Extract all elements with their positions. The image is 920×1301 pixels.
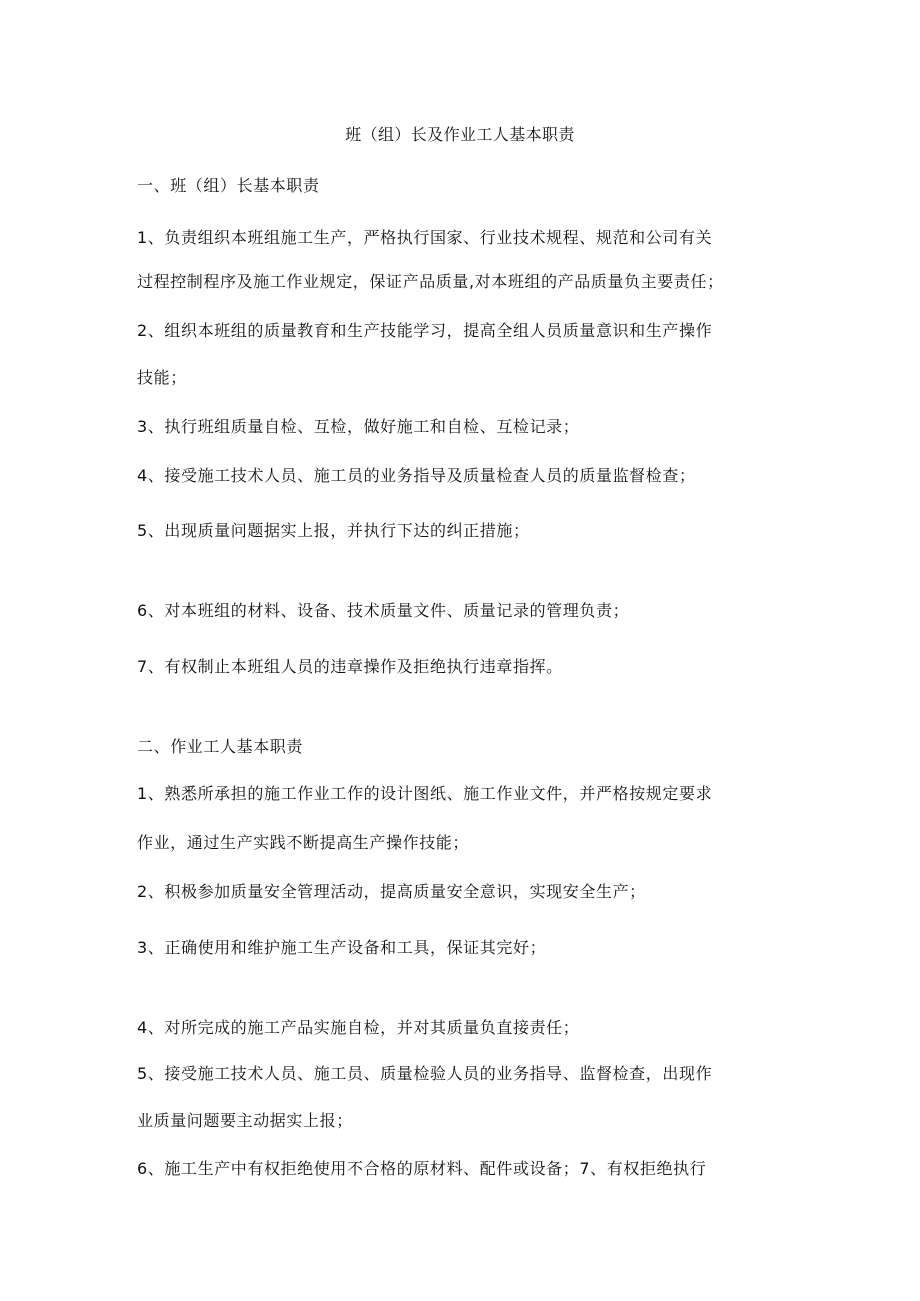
section1-line: 7、有权制止本班组人员的违章操作及拒绝执行违章指挥。 xyxy=(137,657,563,676)
section2-line: 2、积极参加质量安全管理活动，提高质量安全意识，实现安全生产； xyxy=(137,882,646,901)
section1-line: 4、接受施工技术人员、施工员的业务指导及质量检查人员的质量监督检查； xyxy=(137,466,696,485)
section2-line: 3、正确使用和维护施工生产设备和工具，保证其完好； xyxy=(137,938,547,957)
section2-line: 5、接受施工技术人员、施工员、质量检验人员的业务指导、监督检查，出现作 xyxy=(137,1064,713,1083)
section2-heading: 二、作业工人基本职责 xyxy=(137,737,304,756)
section1-line: 1、负责组织本班组施工生产，严格执行国家、行业技术规程、规范和公司有关 xyxy=(137,228,713,247)
section2-line: 业质量问题要主动据实上报； xyxy=(137,1111,353,1130)
section2-line: 4、对所完成的施工产品实施自检，并对其质量负直接责任； xyxy=(137,1018,580,1037)
section1-line: 过程控制程序及施工作业规定，保证产品质量,对本班组的产品质量负主要责任； xyxy=(137,272,724,291)
document-title: 班（组）长及作业工人基本职责 xyxy=(345,125,575,144)
section2-line: 作业，通过生产实践不断提高生产操作技能； xyxy=(137,833,470,852)
section1-line: 技能； xyxy=(137,368,187,387)
section1-line: 5、出现质量问题据实上报，并执行下达的纠正措施； xyxy=(137,521,530,540)
section2-line: 6、施工生产中有权拒绝使用不合格的原材料、配件或设备；7、有权拒绝执行 xyxy=(137,1159,707,1178)
section1-line: 3、执行班组质量自检、互检，做好施工和自检、互检记录； xyxy=(137,417,580,436)
section1-heading: 一、班（组）长基本职责 xyxy=(137,176,320,195)
section1-line: 2、组织本班组的质量教育和生产技能学习，提高全组人员质量意识和生产操作 xyxy=(137,321,713,340)
section1-line: 6、对本班组的材料、设备、技术质量文件、质量记录的管理负责； xyxy=(137,601,630,620)
section2-line: 1、熟悉所承担的施工作业工作的设计图纸、施工作业文件，并严格按规定要求 xyxy=(137,784,713,803)
